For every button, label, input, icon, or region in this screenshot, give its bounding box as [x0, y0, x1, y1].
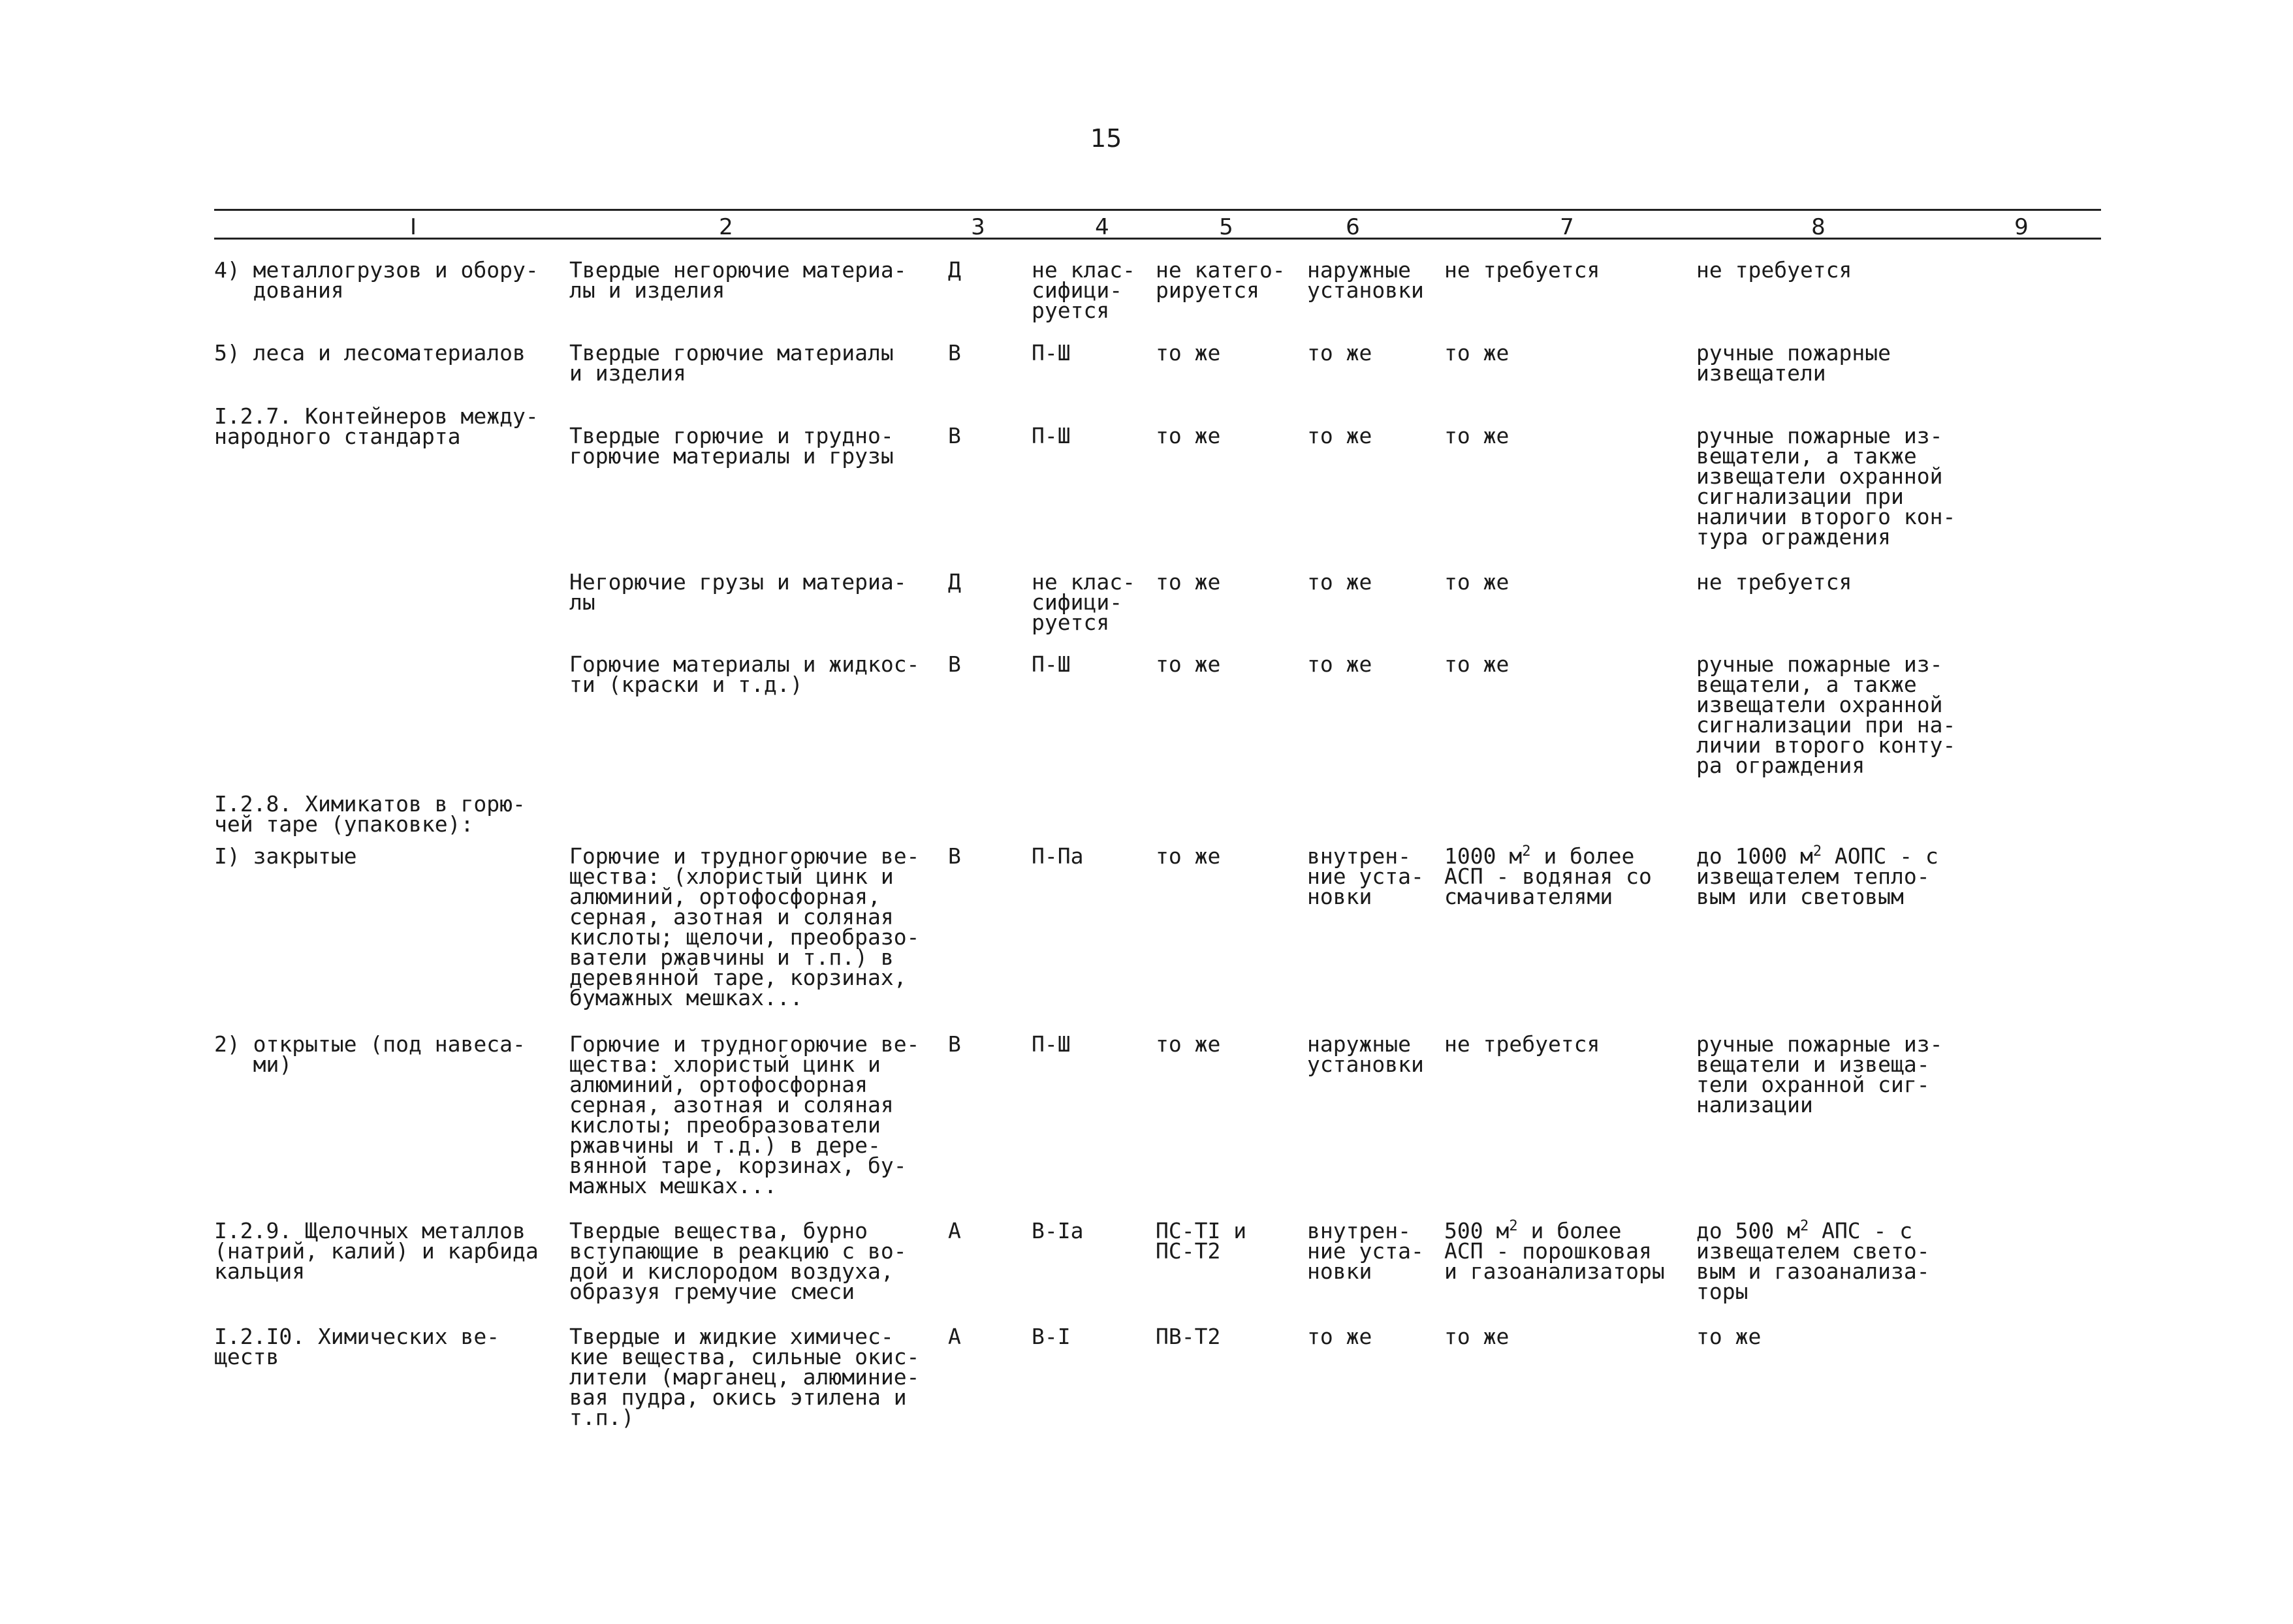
table-top-rule	[214, 209, 2101, 211]
table-cell: то же	[1156, 569, 1221, 595]
table-cell: А	[948, 1324, 961, 1349]
table-cell: то же	[1444, 1324, 1510, 1349]
page-number: 15	[1090, 124, 1122, 153]
table-cell: 4) металлогрузов и обору- дования	[214, 257, 539, 303]
table-cell	[1696, 1218, 1930, 1304]
column-header-9: 9	[2014, 214, 2029, 240]
table-cell: то же	[1307, 569, 1372, 595]
cell-text: АОПС - с извещателем тепло- вым или световым	[1696, 843, 1938, 909]
column-header-5: 5	[1219, 214, 1233, 240]
table-cell: не требуется	[1444, 1031, 1600, 1057]
superscript: 2	[1799, 1218, 1809, 1234]
table-cell: В	[948, 651, 961, 677]
table-cell: Твердые негорючие материа- лы и изделия	[569, 257, 907, 303]
table-cell: не требуется	[1696, 569, 1852, 595]
table-cell	[1444, 843, 1652, 909]
table-cell: то же	[1444, 651, 1510, 677]
table-cell: 2) открытые (под навеса- ми)	[214, 1031, 526, 1077]
table-cell: то же	[1307, 651, 1372, 677]
table-cell: I.2.7. Контейнеров между- народного стандарта	[214, 403, 539, 449]
table-cell: не требуется	[1444, 257, 1600, 283]
table-cell: В-Iа	[1032, 1218, 1084, 1243]
table-cell: внутрен- ние уста- новки	[1307, 1218, 1424, 1284]
table-cell: то же	[1307, 340, 1372, 366]
table-cell: Твердые горючие материалы и изделия	[569, 340, 894, 386]
table-cell: В	[948, 843, 961, 869]
table-cell: внутрен- ние уста- новки	[1307, 843, 1424, 909]
table-cell: Д	[948, 257, 961, 283]
table-cell: не клас- сифици- руется	[1032, 569, 1135, 635]
table-cell: то же	[1696, 1324, 1762, 1349]
superscript: 2	[1522, 843, 1531, 860]
table-cell: П-Ш	[1032, 340, 1071, 366]
table-cell: не клас- сифици- руется	[1032, 257, 1135, 323]
table-cell: наружные установки	[1307, 257, 1424, 303]
column-header-6: 6	[1346, 214, 1360, 240]
table-cell: В	[948, 423, 961, 448]
cell-text: и более АСП - порошковая и газоанализаторы	[1444, 1218, 1665, 1284]
table-cell: не требуется	[1696, 257, 1852, 283]
table-cell: I) закрытые	[214, 843, 357, 869]
table-cell: не катего- рируется	[1156, 257, 1286, 303]
column-header-3: 3	[971, 214, 985, 240]
table-cell: I.2.8. Химикатов в горю- чей таре (упаковке):	[214, 791, 526, 837]
table-cell: Горючие и трудногорючие ве- щества: хлористый цинк и алюминий, ортофосфорная серная, азотная и соляная кислоты; преобразователи ржавчины и т.д.) в дере- вянной таре, корзинах, бу- мажных мешках...	[569, 1031, 920, 1198]
table-cell: I.2.9. Щелочных металлов (натрий, калий) и карбида кальция	[214, 1218, 539, 1284]
table-cell: то же	[1444, 340, 1510, 366]
table-cell: ручные пожарные из- вещатели и извеща- тели охранной сиг- нализации	[1696, 1031, 1943, 1117]
table-cell: то же	[1444, 423, 1510, 448]
table-cell: наружные установки	[1307, 1031, 1424, 1077]
table-cell: то же	[1156, 651, 1221, 677]
table-cell: В-I	[1032, 1324, 1071, 1349]
table-cell: то же	[1156, 340, 1221, 366]
table-cell: Твердые и жидкие химичес- кие вещества, сильные окис- лители (марганец, алюминие- вая пудра, окись этилена и т.п.)	[569, 1324, 920, 1430]
superscript: 2	[1812, 843, 1822, 860]
column-header-4: 4	[1095, 214, 1109, 240]
table-cell: П-Ш	[1032, 1031, 1071, 1057]
cell-text: до 1000 м	[1696, 843, 1813, 869]
cell-text: 1000 м	[1444, 843, 1523, 869]
cell-text: 500 м	[1444, 1218, 1510, 1243]
table-cell: ручные пожарные из- вещатели, а также извещатели охранной сигнализации при наличии второго кон- тура ограждения	[1696, 423, 1956, 550]
column-header-8: 8	[1811, 214, 1826, 240]
table-cell: 5) леса и лесоматериалов	[214, 340, 526, 366]
table-cell: то же	[1307, 1324, 1372, 1349]
cell-text: до 500 м	[1696, 1218, 1800, 1243]
table-cell: Твердые вещества, бурно вступающие в реакцию с во- дой и кислородом воздуха, образуя гремучие смеси	[569, 1218, 907, 1304]
table-cell: В	[948, 340, 961, 366]
table-cell: П-Ш	[1032, 423, 1071, 448]
superscript: 2	[1509, 1218, 1518, 1234]
table-cell	[1444, 1218, 1665, 1284]
table-cell: П-Ш	[1032, 651, 1071, 677]
table-cell: то же	[1444, 569, 1510, 595]
cell-text: АПС - с извещателем свето- вым и газоанализа- торы	[1696, 1218, 1930, 1304]
table-cell: А	[948, 1218, 961, 1243]
table-cell: П-Па	[1032, 843, 1084, 869]
cell-text: и более АСП - водяная со смачивателями	[1444, 843, 1652, 909]
table-cell: Горючие материалы и жидкос- ти (краски и т.д.)	[569, 651, 920, 697]
table-cell: I.2.I0. Химических ве- ществ	[214, 1324, 500, 1369]
table-cell: Горючие и трудногорючие ве- щества: (хлористый цинк и алюминий, ортофосфорная, серная, азотная и соляная кислоты; щелочи, преобразо- ватели ржавчины и т.п.) в деревянной таре, корзинах, бумажных мешках...	[569, 843, 920, 1010]
column-header-7: 7	[1560, 214, 1574, 240]
column-header-1: I	[409, 214, 417, 240]
table-cell: то же	[1156, 423, 1221, 448]
table-cell: Твердые горючие и трудно- горючие материалы и грузы	[569, 423, 894, 469]
table-cell: Негорючие грузы и материа- лы	[569, 569, 907, 615]
table-cell: ручные пожарные извещатели	[1696, 340, 1891, 386]
table-cell: ПС-ТI и ПС-Т2	[1156, 1218, 1247, 1264]
table-cell: то же	[1307, 423, 1372, 448]
table-cell: ручные пожарные из- вещатели, а также извещатели охранной сигнализации при на- личии второго конту- ра ограждения	[1696, 651, 1956, 778]
table-cell: то же	[1156, 843, 1221, 869]
table-cell	[1696, 843, 1938, 909]
column-header-2: 2	[719, 214, 733, 240]
table-cell: Д	[948, 569, 961, 595]
table-cell: то же	[1156, 1031, 1221, 1057]
table-cell: В	[948, 1031, 961, 1057]
table-cell: ПВ-Т2	[1156, 1324, 1221, 1349]
